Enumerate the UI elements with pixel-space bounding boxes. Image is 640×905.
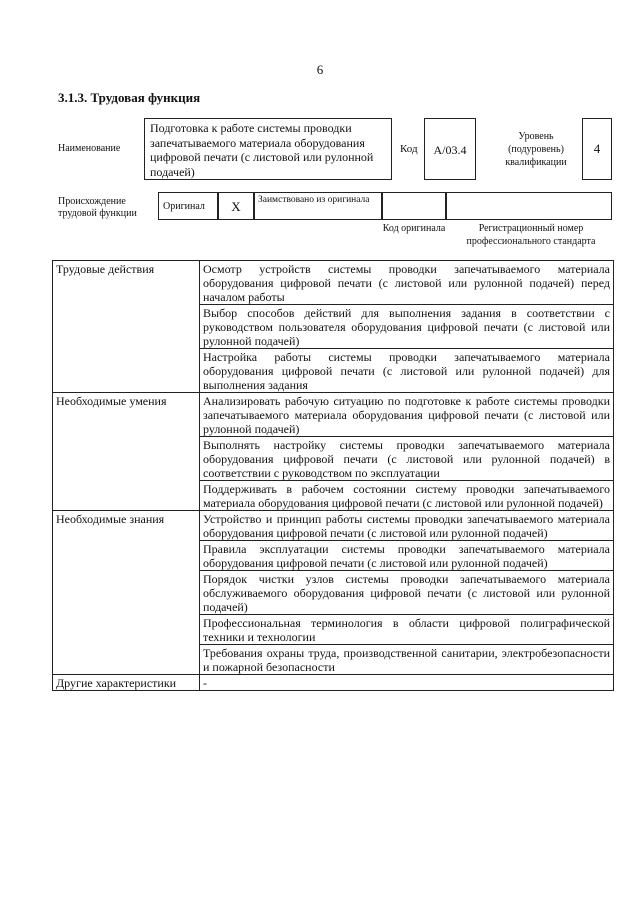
skill-item: Анализировать рабочую ситуацию по подготовке к работе системы проводки запечатываемого материала оборудования цифровой печати (с листовой или рулонной подачей) — [200, 393, 614, 437]
knowledge-item: Требования охраны труда, производственной санитарии, электробезопасности и пожарной безопасности — [200, 645, 614, 675]
name-label: Наименование — [58, 143, 121, 154]
other-characteristics-value: - — [200, 675, 614, 691]
original-code-cell — [382, 192, 446, 220]
skill-item: Поддерживать в рабочем состоянии систему проводки запечатываемого материала оборудования цифровой печати (с листовой или рулонной подачей) — [200, 481, 614, 511]
labor-action-item: Настройка работы системы проводки запечатываемого материала оборудования цифровой печати (с листовой или рулонной подачей) для выполнения задания — [200, 349, 614, 393]
origin-label: Происхождение трудовой функции — [58, 196, 137, 219]
page-number: 6 — [316, 62, 324, 77]
table-row — [53, 511, 614, 541]
qualification-level-label: Уровень (подуровень) квалификации — [505, 131, 567, 168]
knowledge-label: Необходимые знания — [53, 511, 200, 675]
knowledge-item: Профессиональная терминология в области цифровой полиграфической техники и технологии — [200, 615, 614, 645]
function-name-value: Подготовка к работе системы проводки запечатываемого материала оборудования цифровой печати (с листовой или рулонной подачей) — [144, 118, 392, 180]
other-characteristics-label: Другие характеристики — [53, 675, 200, 691]
knowledge-item: Устройство и принцип работы системы проводки запечатываемого материала оборудования цифровой печати (с листовой или рулонной подачей) — [200, 511, 614, 541]
qualification-level-value: 4 — [582, 118, 612, 180]
knowledge-item: Правила эксплуатации системы проводки запечатываемого материала оборудования цифровой печати (с листовой или рулонной подачей) — [200, 541, 614, 571]
code-original-label: Код оригинала — [382, 223, 446, 234]
registration-number-label: Регистрационный номер профессионального стандарта — [466, 223, 596, 247]
original-mark: X — [218, 192, 254, 220]
section-title: 3.1.3. Трудовая функция — [58, 90, 201, 105]
original-label: Оригинал — [158, 192, 218, 220]
registration-number-cell — [446, 192, 612, 220]
knowledge-item: Порядок чистки узлов системы проводки запечатываемого материала обслуживаемого оборудования цифровой печати (с листовой или рулонной подачей) — [200, 571, 614, 615]
skills-label: Необходимые умения — [53, 393, 200, 511]
table-row — [53, 675, 614, 691]
labor-action-item: Выбор способов действий для выполнения задания в соответствии с руководством пользователя оборудования цифровой печати (с листовой или рулонной подачей) — [200, 305, 614, 349]
borrowed-label: Заимствовано из оригинала — [254, 192, 382, 220]
function-details-table — [52, 260, 614, 691]
table-row — [53, 393, 614, 437]
labor-actions-label: Трудовые действия — [53, 261, 200, 393]
code-label: Код — [400, 143, 418, 155]
table-row — [53, 261, 614, 305]
skill-item: Выполнять настройку системы проводки запечатываемого материала оборудования цифровой печати (с листовой или рулонной подачей) в соответствии с руководством по эксплуатации — [200, 437, 614, 481]
labor-action-item: Осмотр устройств системы проводки запечатываемого материала оборудования цифровой печати (с листовой или рулонной подачей) перед началом работы — [200, 261, 614, 305]
code-value: A/03.4 — [424, 118, 476, 180]
